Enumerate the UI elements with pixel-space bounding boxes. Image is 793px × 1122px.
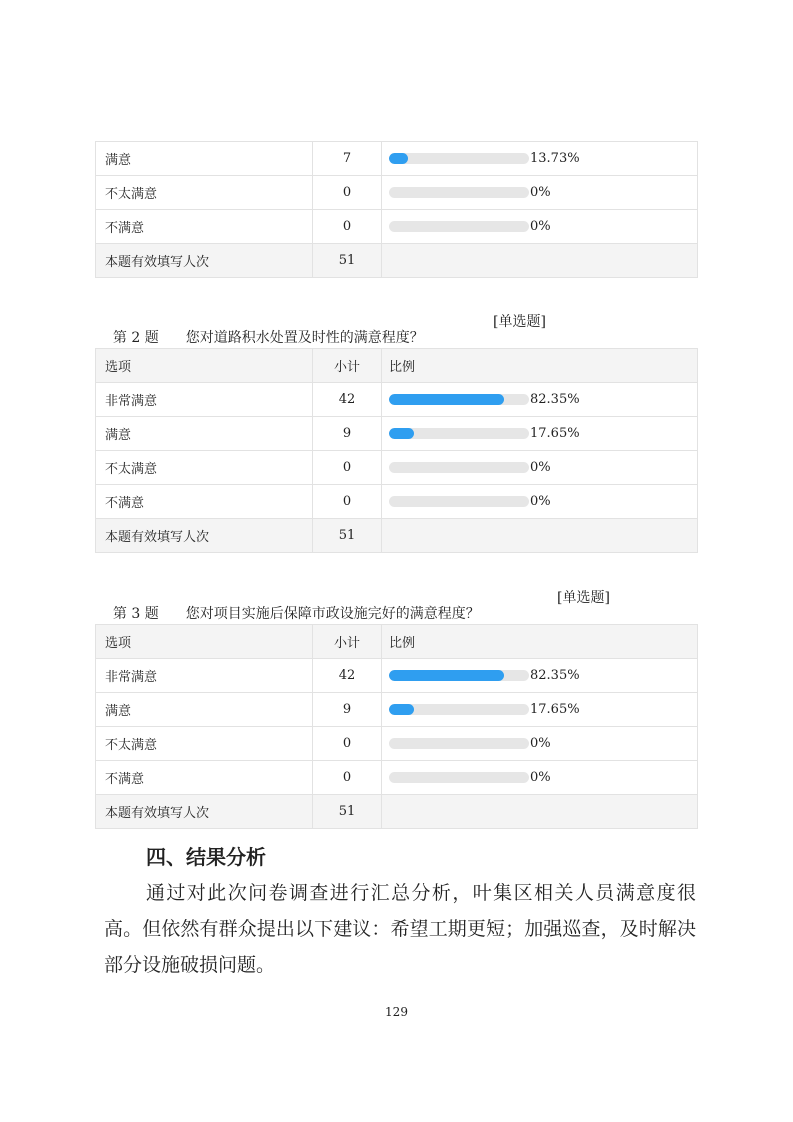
table-row [96,693,698,727]
option-count: 9 [313,417,382,451]
option-count: 0 [313,761,382,795]
table-row [96,451,698,485]
header-option: 选项 [96,625,313,659]
ratio-bar [389,670,529,681]
ratio-cell [382,693,698,727]
ratio-cell [382,176,698,210]
question-type: [单选题] [493,314,546,330]
option-label: 不满意 [96,210,313,244]
ratio-bar [389,772,529,783]
option-label: 满意 [96,142,313,176]
table-row [96,727,698,761]
option-label: 不太满意 [96,451,313,485]
total-label: 本题有效填写人次 [96,519,313,553]
ratio-percent: 82.35% [530,392,580,407]
option-label: 不满意 [96,485,313,519]
table-row [96,485,698,519]
ratio-percent: 0% [530,219,551,234]
ratio-cell [382,210,698,244]
q3-results-table [95,624,698,829]
option-count: 7 [313,142,382,176]
total-label: 本题有效填写人次 [96,244,313,278]
ratio-cell [382,451,698,485]
option-count: 9 [313,693,382,727]
total-count: 51 [313,519,382,553]
table-header-row [96,625,698,659]
ratio-bar-fill [389,670,504,681]
question-text: 您对项目实施后保障市政设施完好的满意程度？ [185,606,480,622]
ratio-percent: 17.65% [530,426,580,441]
ratio-bar-fill [389,153,408,164]
page-number: 129 [385,1005,408,1019]
option-count: 0 [313,727,382,761]
total-row [96,795,698,829]
option-count: 0 [313,210,382,244]
empty-cell [382,519,698,553]
table-row [96,142,698,176]
table-row [96,210,698,244]
ratio-cell [382,727,698,761]
table-row [96,417,698,451]
ratio-bar-fill [389,428,414,439]
header-count: 小计 [313,349,382,383]
ratio-bar [389,187,529,198]
ratio-percent: 82.35% [530,668,580,683]
header-count: 小计 [313,625,382,659]
total-row [96,519,698,553]
ratio-bar [389,394,529,405]
option-count: 42 [313,383,382,417]
option-count: 0 [313,451,382,485]
option-label: 不太满意 [96,727,313,761]
option-label: 不满意 [96,761,313,795]
question-type: [单选题] [557,590,610,606]
option-count: 0 [313,485,382,519]
option-label: 非常满意 [96,383,313,417]
option-count: 0 [313,176,382,210]
ratio-bar-fill [389,394,504,405]
option-label: 不太满意 [96,176,313,210]
empty-cell [382,244,698,278]
ratio-cell [382,417,698,451]
header-option: 选项 [96,349,313,383]
question-number: 第 3 题 [112,606,159,622]
ratio-percent: 0% [530,736,551,751]
table-row [96,176,698,210]
analysis-paragraph: 通过对此次问卷调查进行汇总分析，叶集区相关人员满意度很高。但依然有群众提出以下建议：希望工期更短；加强巡查，及时解决部分设施破损问题。 [104,882,696,976]
total-count: 51 [313,244,382,278]
ratio-bar [389,221,529,232]
ratio-percent: 17.65% [530,702,580,717]
header-ratio: 比例 [382,625,698,659]
option-count: 42 [313,659,382,693]
ratio-percent: 13.73% [530,151,580,166]
table-header-row [96,349,698,383]
ratio-bar [389,496,529,507]
table-row [96,761,698,795]
total-count: 51 [313,795,382,829]
header-ratio: 比例 [382,349,698,383]
ratio-bar [389,704,529,715]
table-row [96,659,698,693]
ratio-percent: 0% [530,460,551,475]
option-label: 非常满意 [96,659,313,693]
ratio-cell [382,659,698,693]
option-label: 满意 [96,417,313,451]
ratio-bar [389,428,529,439]
ratio-bar-fill [389,704,414,715]
option-label: 满意 [96,693,313,727]
ratio-cell [382,485,698,519]
ratio-cell [382,142,698,176]
q2-results-table [95,348,698,553]
section-heading: 四、结果分析 [146,845,266,869]
ratio-percent: 0% [530,770,551,785]
question-number: 第 2 题 [112,330,159,346]
q1-results-table [95,141,698,278]
total-row [96,244,698,278]
ratio-bar [389,153,529,164]
ratio-percent: 0% [530,185,551,200]
table-row [96,383,698,417]
ratio-bar [389,738,529,749]
question-text: 您对道路积水处置及时性的满意程度？ [185,330,424,346]
ratio-percent: 0% [530,494,551,509]
empty-cell [382,795,698,829]
total-label: 本题有效填写人次 [96,795,313,829]
ratio-bar [389,462,529,473]
ratio-cell [382,383,698,417]
ratio-cell [382,761,698,795]
